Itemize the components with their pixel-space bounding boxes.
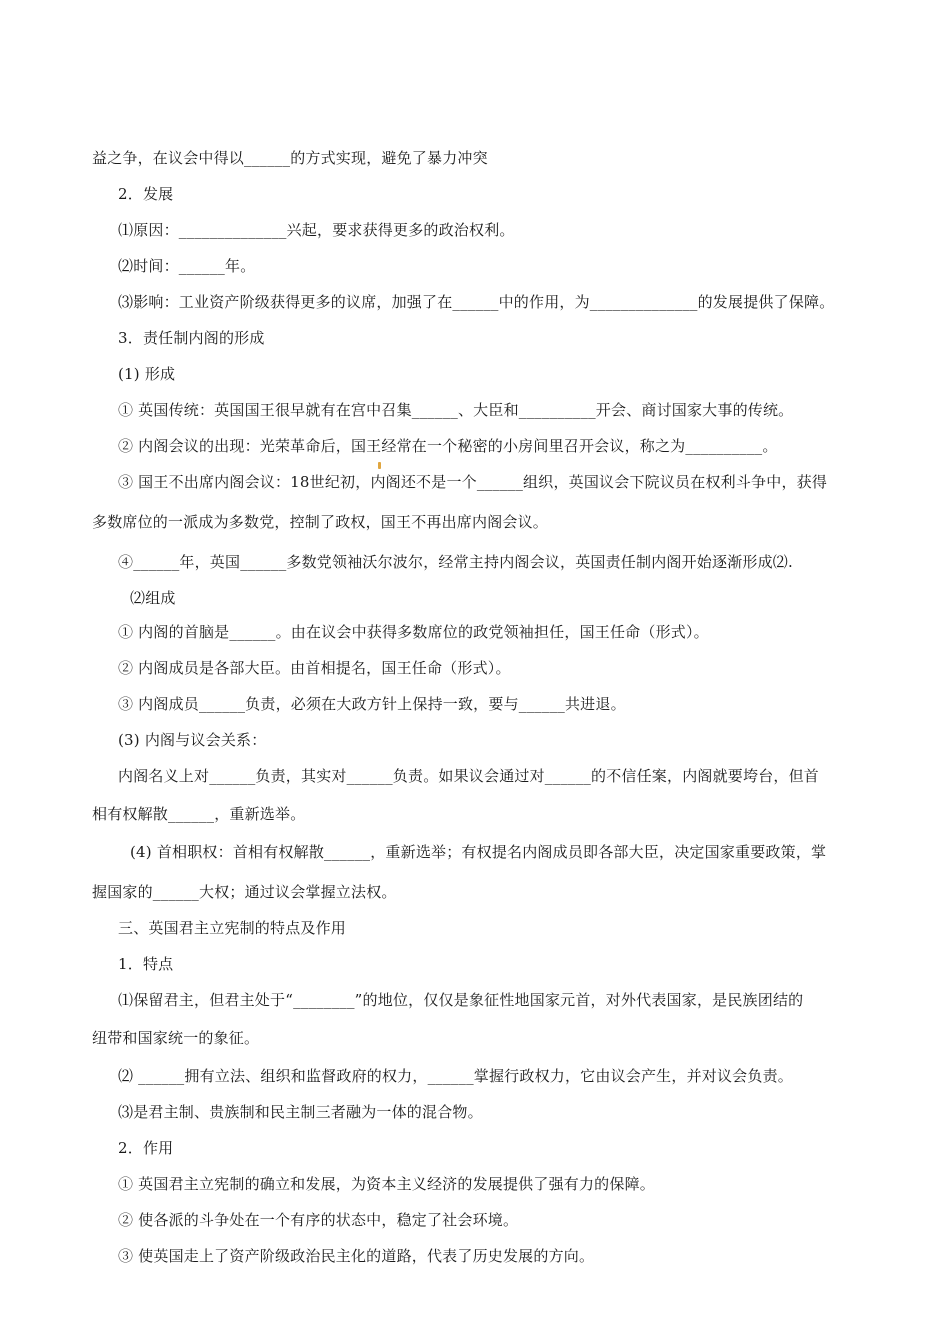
ink-mark <box>378 462 381 469</box>
subsection-heading: 2．作用 <box>118 1139 174 1157</box>
subsection-heading: (3) 内阁与议会关系： <box>118 731 267 749</box>
text-line: ⑴原因：______________兴起，要求获得更多的政治权利。 <box>118 221 515 239</box>
text-line: ③ 使英国走上了资产阶级政治民主化的道路，代表了历史发展的方向。 <box>118 1247 595 1265</box>
text-line: 握国家的______大权；通过议会掌握立法权。 <box>92 883 397 901</box>
section-heading: 2．发展 <box>118 185 174 203</box>
text-line: ⑶是君主制、贵族制和民主制三者融为一体的混合物。 <box>118 1103 483 1121</box>
text-line: 相有权解散______，重新选举。 <box>92 805 306 823</box>
text-line: 益之争，在议会中得以______的方式实现，避免了暴力冲突 <box>92 149 488 167</box>
subsection-heading: ⑵组成 <box>130 589 176 607</box>
text-line: 内阁名义上对______负责，其实对______负责。如果议会通过对______的不信任案，内阁就要垮台，但首 <box>118 767 820 785</box>
text-line: ② 使各派的斗争处在一个有序的状态中，稳定了社会环境。 <box>118 1211 519 1229</box>
text-line: ⑵ ______拥有立法、组织和监督政府的权力，______掌握行政权力，它由议会产生，并对议会负责。 <box>118 1067 793 1085</box>
text-line: 纽带和国家统一的象征。 <box>92 1029 260 1047</box>
subsection-heading: 1．特点 <box>118 955 174 973</box>
text-line: (4) 首相职权：首相有权解散______，重新选举；有权提名内阁成员即各部大臣，决定国家重要政策，掌 <box>130 843 827 861</box>
text-line: ① 英国传统：英国国王很早就有在宫中召集______、大臣和__________开会、商讨国家大事的传统。 <box>118 401 794 419</box>
text-line: ③ 内阁成员______负责，必须在大政方针上保持一致，要与______共进退。 <box>118 695 626 713</box>
text-line: ② 内阁会议的出现：光荣革命后，国王经常在一个秘密的小房间里召开会议，称之为__________。 <box>118 437 778 455</box>
text-line: ⑶影响：工业资产阶级获得更多的议席，加强了在______中的作用，为______________的发展提供了保障。 <box>118 293 835 311</box>
text-line: ① 内阁的首脑是______。由在议会中获得多数席位的政党领袖担任，国王任命（形式）。 <box>118 623 709 641</box>
text-line: ③ 国王不出席内阁会议：18世纪初，内阁还不是一个______组织，英国议会下院议员在权利斗争中，获得 <box>118 473 828 491</box>
text-line: ⑵时间：______年。 <box>118 257 256 275</box>
section-heading: 三、英国君主立宪制的特点及作用 <box>118 919 347 937</box>
text-line: ① 英国君主立宪制的确立和发展，为资本主义经济的发展提供了强有力的保障。 <box>118 1175 655 1193</box>
text-line: 多数席位的一派成为多数党，控制了政权，国王不再出席内阁会议。 <box>92 513 549 531</box>
subsection-heading: (1) 形成 <box>118 365 176 383</box>
text-line: ⑴保留君主，但君主处于“________”的地位，仅仅是象征性地国家元首，对外代表国家，是民族团结的 <box>118 991 804 1009</box>
text-line: ④______年，英国______多数党领袖沃尔波尔，经常主持内阁会议，英国责任制内阁开始逐渐形成⑵. <box>118 553 793 571</box>
text-line: ② 内阁成员是各部大臣。由首相提名，国王任命（形式）。 <box>118 659 511 677</box>
section-heading: 3．责任制内阁的形成 <box>118 329 265 347</box>
